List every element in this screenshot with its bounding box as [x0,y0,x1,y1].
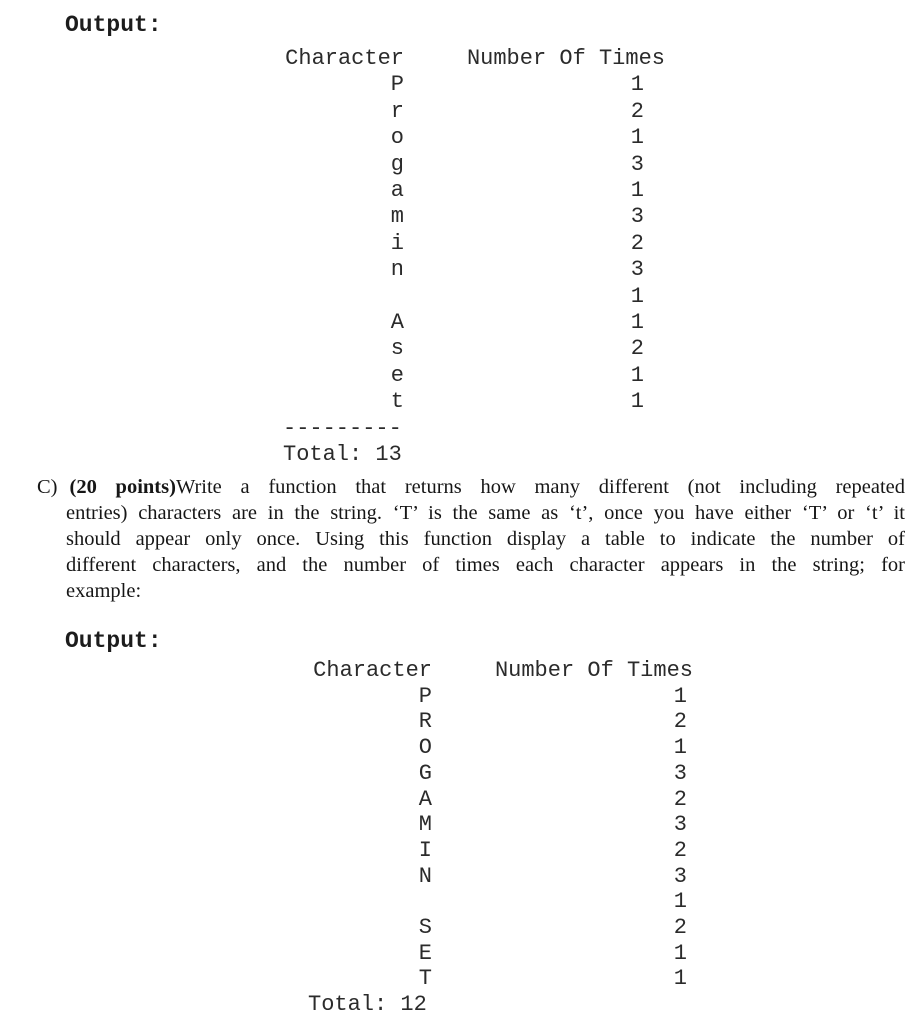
character-cell: M [418,812,432,838]
paragraph-line-2: entries) characters are in the string. ‘T’ is the same as ‘t’, once you have either ‘T’ or ‘t’ it [66,502,905,524]
character-count-table-c [0,658,693,1018]
character-cell [0,889,432,915]
table-row [0,310,665,336]
count-cell: 1 [630,178,644,204]
count-cell: 3 [630,204,644,230]
column-header-number-of-times: Number Of Times [466,46,665,71]
paragraph-line-4: different characters, and the number of times each character appears in the string; for [66,554,905,576]
character-cell: P [418,683,432,709]
count-cell: 1 [673,683,687,709]
table-header-row [0,658,693,684]
character-cell: A [418,786,432,812]
table-row [0,889,693,915]
output-label-c: Output: [65,628,162,654]
character-cell: N [418,863,432,889]
table-total: Total: 12 [308,992,427,1018]
column-header-number-of-times: Number Of Times [494,658,693,683]
count-cell: 3 [630,257,644,283]
table-row [0,735,693,761]
character-cell: T [418,966,432,992]
count-cell: 1 [673,940,687,966]
count-cell: 1 [630,362,644,388]
count-cell: 1 [673,966,687,992]
character-cell: r [390,98,404,124]
character-cell: S [418,915,432,941]
table-body [0,684,693,992]
column-header-character: Character [285,46,404,71]
count-cell: 2 [673,709,687,735]
character-cell: i [390,230,404,256]
item-label: C) [37,476,58,498]
character-cell: R [418,709,432,735]
points-label: (20 points) [69,476,176,498]
count-cell: 1 [630,310,644,336]
character-cell: I [418,837,432,863]
count-cell: 1 [673,889,687,915]
character-cell: a [390,178,404,204]
character-cell: m [390,204,404,230]
table-row [0,336,665,362]
character-cell: E [418,940,432,966]
character-cell: o [390,125,404,151]
count-cell: 3 [673,812,687,838]
table-row [0,152,665,178]
character-cell: A [390,310,404,336]
table-row [0,178,665,204]
table-row [0,99,665,125]
table-row [0,709,693,735]
count-cell: 3 [673,863,687,889]
table-row [0,231,665,257]
character-cell: g [390,151,404,177]
table-row [0,941,693,967]
character-count-table-b [0,46,665,469]
column-header-character: Character [313,658,432,683]
table-row [0,966,693,992]
count-cell: 3 [630,151,644,177]
count-cell: 2 [630,98,644,124]
table-row [0,257,665,283]
line-text: Write a function that returns how many different (not including repeated [175,476,905,498]
table-row [0,125,665,151]
count-cell: 1 [630,125,644,151]
table-total: Total: 13 [283,442,402,468]
count-cell: 2 [673,837,687,863]
table-row [0,838,693,864]
table-row [0,684,693,710]
table-row [0,363,665,389]
question-c-paragraph [37,474,905,604]
count-cell: 1 [630,283,644,309]
character-cell: e [390,362,404,388]
table-row [0,812,693,838]
count-cell: 1 [630,72,644,98]
paragraph-line-3: should appear only once. Using this function display a table to indicate the number of [66,528,905,550]
character-cell [0,284,404,310]
character-cell: n [390,257,404,283]
table-header-row [0,46,665,72]
table-row [0,72,665,98]
character-cell: P [390,72,404,98]
count-cell: 2 [630,336,644,362]
table-row [0,761,693,787]
count-cell: 2 [673,915,687,941]
table-separator: --------- [283,415,402,441]
character-cell: s [390,336,404,362]
table-row [0,389,665,415]
count-cell: 2 [630,230,644,256]
table-body [0,72,665,415]
table-row [0,204,665,230]
character-cell: O [418,735,432,761]
table-row [0,864,693,890]
character-cell: t [390,389,404,415]
table-row [0,915,693,941]
count-cell: 1 [673,735,687,761]
paragraph-line-1 [37,474,905,500]
count-cell: 1 [630,389,644,415]
table-row [0,284,665,310]
paragraph-line-5: example: [66,580,142,602]
count-cell: 3 [673,760,687,786]
count-cell: 2 [673,786,687,812]
table-row [0,787,693,813]
output-label-b: Output: [65,12,162,38]
character-cell: G [418,760,432,786]
